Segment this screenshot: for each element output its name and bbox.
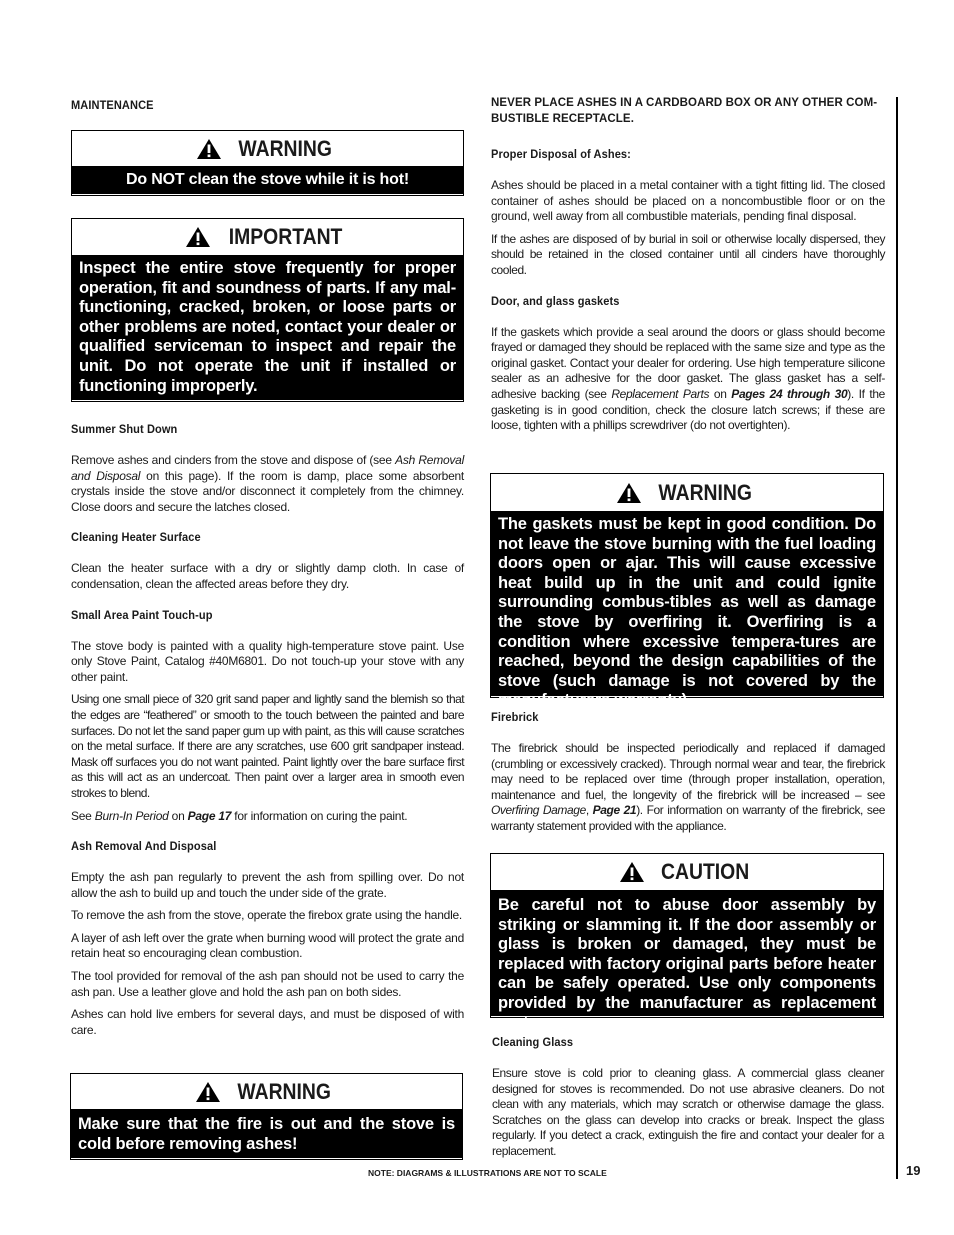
- warning-triangle-icon: [185, 226, 211, 248]
- warning-triangle-icon: [619, 861, 645, 883]
- glass-heading: Cleaning Glass: [492, 1035, 574, 1049]
- warning-text: Do NOT clean the stove while it is hot!: [72, 167, 463, 194]
- disposal-heading: Proper Disposal of Ashes:: [491, 147, 631, 161]
- summer-paragraph: Remove ashes and cinders from the stove and dispose of (see Ash Removal and Disposal on this page). If the room is damp, place some absorbent crystals inside the stove and/or disconnect it completely from the chimney. Close doors and secure the latches closed.: [71, 453, 464, 514]
- warning-title: WARNING: [238, 135, 333, 161]
- gaskets-paragraph: If the gaskets which provide a seal around the doors or glass should become frayed or damaged they should be replaced with the same size and type as the original gasket. Contact your dealer for ordering. Use high temperature silicone sealer as an adhesive for the door gasket. The glass gasket has a self-adhesive backing (see Replacement Parts on Pages 24 through 30). If the gasketing is in good condition, check the closure latch screws; if these are loose, tighten with a phillips screwdriver (do not overtighten).: [491, 324, 885, 433]
- warning-box-ashes: [70, 1073, 463, 1160]
- footer-note: NOTE: DIAGRAMS & ILLUSTRATIONS ARE NOT TO SCALE: [368, 1168, 607, 1178]
- important-title: IMPORTANT: [228, 224, 343, 249]
- warning-title: WARNING: [237, 1078, 332, 1104]
- caution-text: Be careful not to abuse door assembly by striking or slamming it. If the door assembly or glass is broken or damaged, they must be replaced with factory original parts before heater can be safely operated. Use only components provided by the manufacturer as replacement parts.: [491, 891, 883, 1016]
- paint-heading: Small Area Paint Touch-up: [71, 607, 213, 622]
- warning-text: The gaskets must be kept in good condition. Do not leave the stove burning with the fuel loading doors open or ajar. This will cause excessive heat build up in the unit and could ignite surrounding combus-tibles as well as damage the stove by overfiring it. Overfiring is a condition where excessive tempera-tures are reached, beyond the design capabilities of the stove (such damage is not covered by the manufacturers warranty).: [491, 512, 883, 696]
- page-number: 19: [906, 1163, 921, 1178]
- caution-box-header: [491, 854, 883, 891]
- section-title: MAINTENANCE: [71, 98, 154, 112]
- disposal-paragraph-2: If the ashes are disposed of by burial in soil or otherwise locally dispersed, they should be retained in the closed container until all cinders have thoroughly cooled.: [491, 231, 885, 277]
- warning-box-gaskets: [490, 473, 884, 710]
- warning-triangle-icon: [195, 1081, 221, 1103]
- caution-title: CAUTION: [660, 859, 750, 884]
- ash-paragraph-1: Empty the ash pan regularly to prevent the ash from spilling over. Do not allow the ash to build up and touch the under side of the grate.: [71, 870, 464, 900]
- ash-paragraph-5: Ashes can hold live embers for several days, and must be disposed of with care.: [71, 1007, 464, 1037]
- summer-heading: Summer Shut Down: [71, 422, 178, 436]
- ash-heading: Ash Removal And Disposal: [71, 839, 217, 854]
- never-place-warning: NEVER PLACE ASHES IN A CARDBOARD BOX OR ANY OTHER COM-BUSTIBLE RECEPTACLE.: [491, 97, 878, 125]
- glass-section: [492, 1035, 884, 1160]
- warning-box-header: [72, 131, 463, 167]
- paint-paragraph-1: The stove body is painted with a quality high-temperature stove paint. Use only Stove Paint, Catalog #40M6801. Do not touch-up your stove with any other paint.: [71, 638, 464, 684]
- paint-paragraph-3: See Burn-In Period on Page 17 for information on curing the paint.: [71, 808, 408, 823]
- warning-title: WARNING: [658, 479, 752, 505]
- firebrick-section: [491, 710, 885, 835]
- warning-text: Make sure that the fire is out and the stove is cold before removing ashes!: [71, 1110, 462, 1158]
- warning-triangle-icon: [196, 138, 222, 160]
- warning-triangle-icon: [616, 482, 642, 504]
- warning-box-hot: [71, 130, 464, 196]
- cleaning-heater-paragraph: Clean the heater surface with a dry or slightly damp cloth. In case of condensation, clean the affected areas before they dry.: [71, 561, 464, 591]
- ash-paragraph-3: A layer of ash left over the grate when burning wood will protect the grate and retain heat so encouraging clean combustion.: [71, 930, 464, 961]
- gaskets-heading: Door, and glass gaskets: [491, 293, 620, 308]
- warning-box-header: [71, 1074, 462, 1110]
- left-column: [71, 96, 464, 1049]
- ash-paragraph-2: To remove the ash from the stove, operate the firebox grate using the handle.: [71, 908, 462, 923]
- right-column: [491, 96, 885, 444]
- firebrick-paragraph: The firebrick should be inspected periodically and replaced if damaged (crumbling or excessively cracked). Through normal wear and tear, the firebrick may need to be replaced over time (through proper installation, operation, maintenance and fuel, the longevity of the firebrick will be increased – see Overfiring Damage, Page 21). For information on warranty of the firebrick, see warranty statement provided with the appliance.: [491, 741, 886, 833]
- paint-paragraph-2: Using one small piece of 320 grit sand paper and lightly sand the blemish so that the edges are “feathered” or smooth to the touch between the painted and bare surfaces. Do not let the sand paper gum up with paint, as this will cause scratches on the metal surface. If there are any scratches, use 600 grit sandpaper instead. Mask off surfaces you do not want painted. Paint lightly over the bare surface first as this will act as an undercoat. Then paint over a larger area in smooth even strokes to blend.: [71, 692, 464, 800]
- disposal-paragraph-1: Ashes should be placed in a metal container with a tight fitting lid. The closed container of ashes should be placed on a noncombustible floor or on the ground, well away from all combustible materials, pending final disposal.: [491, 178, 885, 224]
- caution-box: [490, 853, 884, 1032]
- warning-box-header: [491, 474, 883, 512]
- page-margin-rule: [896, 97, 898, 1179]
- glass-paragraph: Ensure stove is cold prior to cleaning glass. A commercial glass cleaner designed for stoves is recommended. Do not use abrasive cleaners. Do not clean with any materials, which may scratch or otherwise damage the glass. Scratches on the glass can develop into cracks or break. Inspect the glass regularly. If you detect a crack, extinguish the fire and contact your dealer for a replacement.: [492, 1066, 884, 1158]
- important-box: [71, 218, 464, 402]
- important-box-header: [72, 219, 463, 256]
- cleaning-heater-heading: Cleaning Heater Surface: [71, 530, 201, 545]
- firebrick-heading: Firebrick: [491, 710, 539, 724]
- ash-paragraph-4: The tool provided for removal of the ash pan should not be used to carry the ash pan. Use a leather glove and hold the ash pan on both sides.: [71, 969, 464, 999]
- important-text: Inspect the entire stove frequently for proper operation, fit and soundness of parts. If any mal-functioning, cracked, broken, or loose parts or other problems are noted, contact your dealer or qualified serviceman to inspect and repair the unit. Do not operate the unit if installed or functioning improperly.: [72, 256, 463, 400]
